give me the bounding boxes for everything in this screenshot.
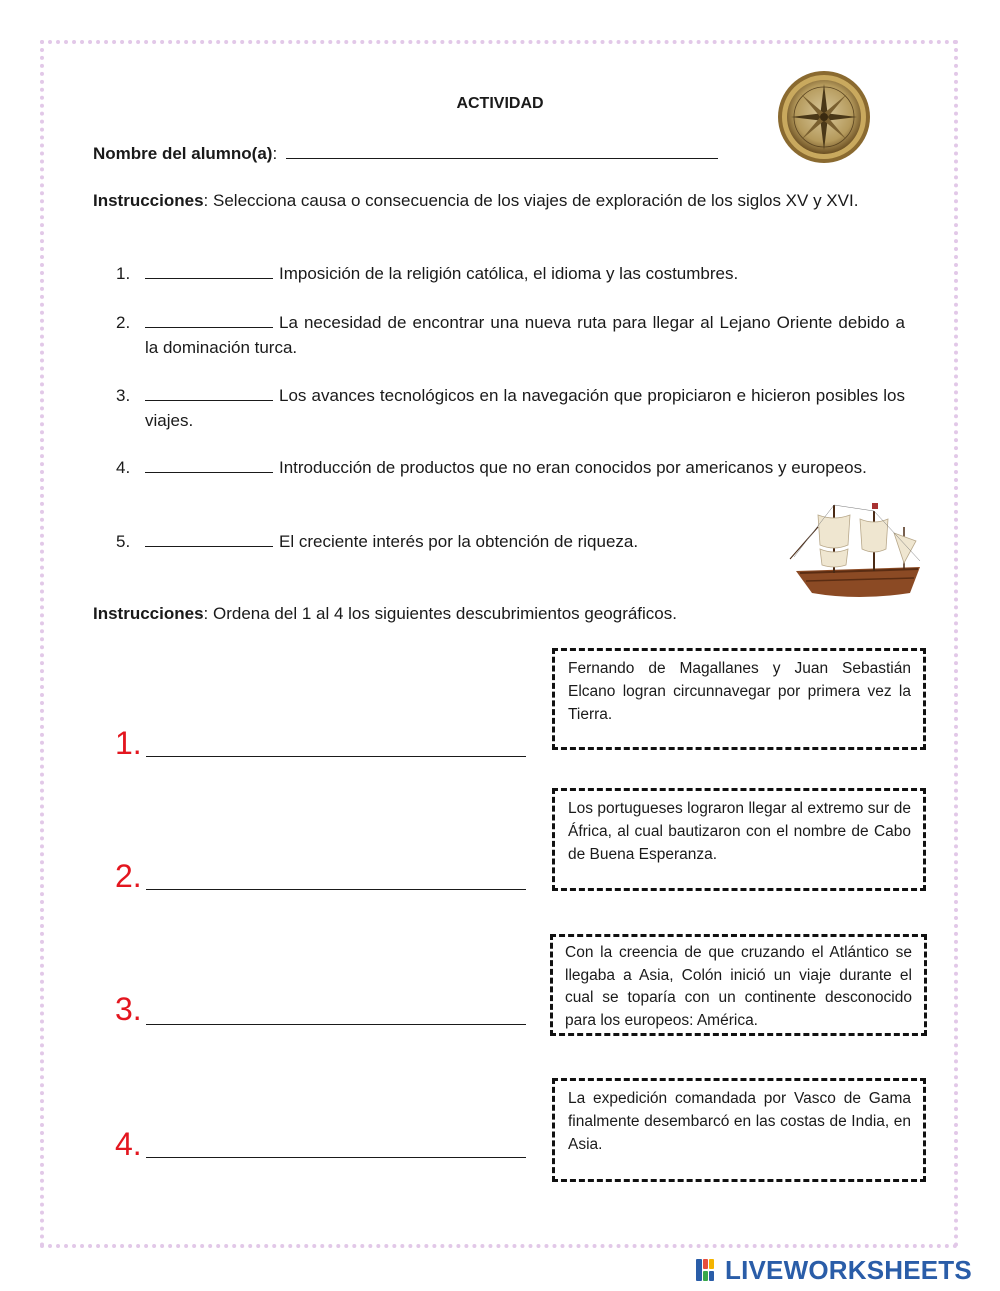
item-text: La necesidad de encontrar una nueva ruta para llegar al Lejano Oriente debido a la dominación turca. — [145, 313, 905, 357]
list-item — [116, 310, 905, 360]
student-name-colon: : — [272, 144, 278, 163]
student-name-field[interactable] — [286, 144, 718, 159]
order-answer-field-2[interactable] — [146, 867, 526, 890]
item-text: Imposición de la religión católica, el idioma y las costumbres. — [279, 264, 739, 283]
instructions-2-label: Instrucciones — [93, 604, 204, 623]
item-text: Los avances tecnológicos en la navegación que propiciaron e hicieron posibles los viajes. — [145, 386, 905, 430]
list-item — [116, 529, 776, 554]
instructions-1-text: : Selecciona causa o consecuencia de los viajes de exploración de los siglos XV y XVI. — [203, 191, 859, 210]
answer-blank-2[interactable] — [145, 313, 273, 328]
order-number-4: 4. — [115, 1126, 142, 1162]
page-title: ACTIVIDAD — [456, 95, 544, 112]
item-number: 2. — [116, 313, 131, 332]
student-name-row — [93, 144, 718, 164]
compass-image — [777, 70, 871, 164]
order-answer-field-1[interactable] — [146, 734, 526, 757]
answer-blank-5[interactable] — [145, 532, 273, 547]
student-name-label: Nombre del alumno(a) — [93, 144, 273, 163]
event-box-2 — [552, 788, 926, 891]
order-answer-field-4[interactable] — [146, 1135, 526, 1158]
instructions-2-text: : Ordena del 1 al 4 los siguientes descubrimientos geográficos. — [203, 604, 677, 623]
event-text: Con la creencia de que cruzando el Atlántico se llegaba a Asia, Colón inició un viaje durante el cual se toparía con un continente desconocido para los europeos: América. — [565, 944, 912, 1029]
event-box-3 — [550, 934, 927, 1036]
watermark-text: LIVEWORKSHEETS — [725, 1254, 972, 1285]
event-text: Los portugueses lograron llegar al extremo sur de África, al cual bautizaron con el nombre de Cabo de Buena Esperanza. — [568, 800, 911, 863]
answer-blank-1[interactable] — [145, 264, 273, 279]
liveworksheets-logo-icon — [696, 1257, 722, 1283]
page-border — [40, 40, 958, 1248]
order-answer-field-3[interactable] — [146, 1002, 526, 1025]
list-item — [116, 261, 905, 286]
item-number: 4. — [116, 458, 131, 477]
list-item — [116, 455, 905, 480]
item-number: 1. — [116, 264, 131, 283]
order-number-2: 2. — [115, 858, 142, 894]
item-text: El creciente interés por la obtención de riqueza. — [279, 532, 639, 551]
instructions-1-label: Instrucciones — [93, 191, 204, 210]
ship-image — [786, 497, 930, 605]
item-number: 3. — [116, 386, 131, 405]
event-box-1 — [552, 648, 926, 750]
item-number: 5. — [116, 532, 131, 551]
list-item — [116, 383, 905, 433]
instructions-1 — [93, 189, 905, 213]
answer-blank-4[interactable] — [145, 458, 273, 473]
event-text: Fernando de Magallanes y Juan Sebastián Elcano logran circunnavegar por primera vez la Tierra. — [568, 660, 911, 723]
event-box-4 — [552, 1078, 926, 1182]
liveworksheets-watermark — [696, 1255, 972, 1285]
event-text: La expedición comandada por Vasco de Gama finalmente desembarcó en las costas de India, en Asia. — [568, 1090, 911, 1153]
order-number-1: 1. — [115, 725, 142, 761]
instructions-2 — [93, 602, 905, 626]
item-text: Introducción de productos que no eran conocidos por americanos y europeos. — [279, 458, 867, 477]
order-number-3: 3. — [115, 991, 142, 1027]
answer-blank-3[interactable] — [145, 386, 273, 401]
